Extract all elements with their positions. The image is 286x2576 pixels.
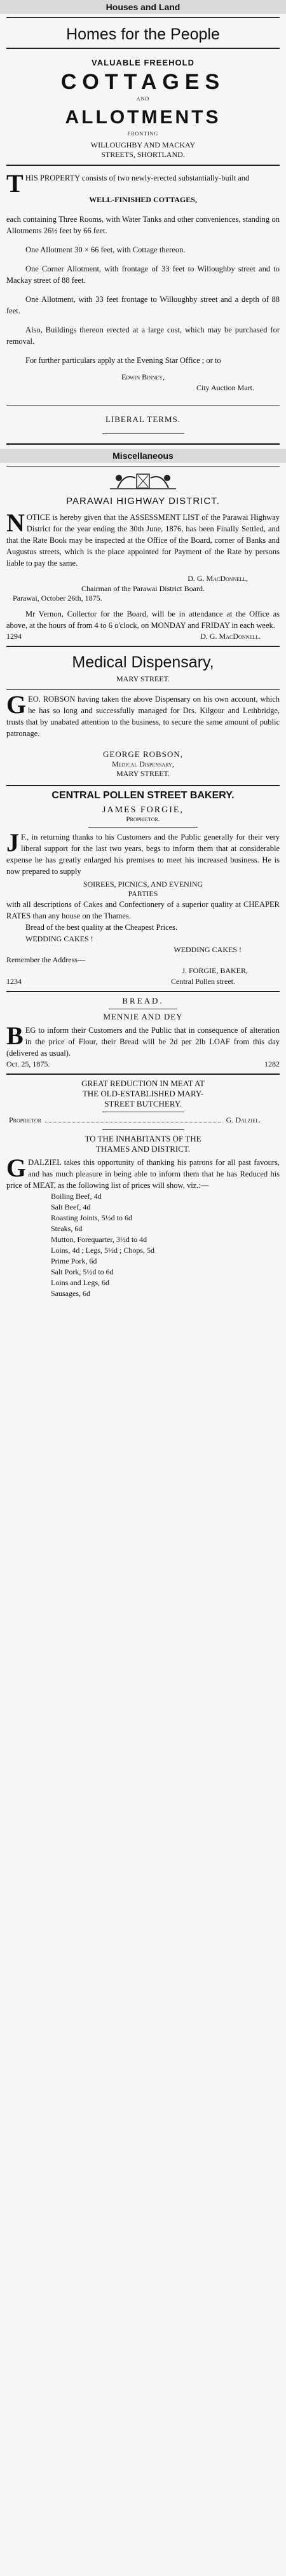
- ad-proprietor: [6, 1115, 280, 1126]
- ad-line: TO THE INHABITANTS OF THE: [85, 1134, 201, 1143]
- ad-date: Oct. 25, 1875.: [6, 1060, 50, 1068]
- ad-butchery: [6, 1079, 280, 1299]
- ad-allotments-heading: ALLOTMENTS: [65, 107, 221, 128]
- ad-and: AND: [136, 96, 150, 102]
- ad-line: Remember the Address—: [6, 955, 85, 964]
- ad-date: Parawai, October 26th, 1875.: [13, 594, 102, 603]
- ad-paragraph: N OTICE is hereby given that the ASSESSMENT LIST of the Parawai Highway District for the year ending the 30th June, 1876, has been Finally Settled, and that the Rate Book may be inspected at the Office of the Board, corner of Banks and Augustus streets, which is the place appointed for Payment of the Rate by persons liable to pay the same.: [6, 508, 280, 568]
- ad-fronting: FRONTING: [127, 131, 159, 137]
- ad-bakery: [6, 790, 280, 987]
- divider: [6, 689, 280, 690]
- divider: [6, 165, 280, 166]
- ad-title: PARAWAI HIGHWAY DISTRICT.: [66, 496, 220, 507]
- ad-streets-2: STREETS, SHORTLAND.: [101, 150, 185, 159]
- ad-title: STREET BUTCHERY.: [104, 1099, 182, 1108]
- ad-signature: D. G. MacDonnell.: [200, 632, 261, 641]
- ad-role: Proprietor.: [126, 815, 160, 823]
- divider: [6, 1073, 280, 1075]
- ad-title: THE OLD-ESTABLISHED MARY-: [82, 1089, 204, 1098]
- ad-paragraph: J F., in returning thanks to his Customers and the Public generally for their very liberal support for the last two years, begs to inform them that at considerable expense he has greatly enlarged his premises to meet his increased business. He is now prepared to supply: [6, 828, 280, 876]
- divider: [6, 466, 280, 467]
- drop-cap: G: [6, 690, 27, 719]
- section-header-misc: Miscellaneous: [0, 449, 286, 463]
- ad-agent-2: City Auction Mart.: [196, 383, 254, 392]
- ad-paragraph: B EG to inform their Customers and the Public that in consequence of alteration in the price of Flour, their Bread will be 2d per 2lb LOAF from this day (delivered as usual).: [6, 1021, 280, 1058]
- ad-streets-1: WILLOUGHBY AND MACKAY: [90, 140, 196, 149]
- ad-paragraph: For further particulars apply at the Evening Star Office ; or to: [25, 356, 221, 365]
- ad-signature: J. FORGIE, BAKER,: [182, 966, 248, 975]
- ad-paragraph: T HIS PROPERTY consists of two newly-erected substantially-built and: [6, 169, 250, 198]
- ad-terms: LIBERAL TERMS.: [105, 414, 180, 424]
- list-item: Salt Beef, 4d: [51, 1203, 91, 1211]
- ad-wellfinished: WELL-FINISHED COTTAGES,: [89, 195, 197, 204]
- ad-line: SOIREES, PICNICS, AND EVENING: [83, 880, 203, 889]
- ad-line: WEDDING CAKES !: [174, 945, 242, 954]
- ad-line: WEDDING CAKES !: [25, 934, 93, 943]
- list-item: Boiling Beef, 4d: [51, 1192, 102, 1201]
- ad-cottages-heading: COTTAGES: [60, 70, 226, 94]
- ad-paragraph: Mr Vernon, Collector for the Board, will be in attendance at the Office as above, at the hours of from 4 to 6 o'clock, on MONDAY and FRIDAY in each week.: [6, 610, 280, 630]
- ad-footer: [6, 1059, 280, 1070]
- ad-paragraph: each containing Three Rooms, with Water Tanks and other conveniences, standing on Allotments 26½ feet by 66 feet.: [6, 215, 280, 235]
- ad-paragraph: with all descriptions of Cakes and Confectionery of a superior quality at CHEAPER RATES than any house on the Thames.: [6, 900, 280, 920]
- divider: [6, 443, 280, 445]
- ad-ref: 1234: [6, 977, 22, 986]
- divider: [6, 991, 280, 992]
- list-item: Roasting Joints, 5½d to 6d: [51, 1213, 133, 1222]
- section-header-houses: Houses and Land: [0, 0, 286, 14]
- ad-medical-dispensary: [6, 653, 280, 779]
- price-list: [6, 1191, 280, 1299]
- ad-paragraph: One Corner Allotment, with frontage of 33 feet to Willoughby street and to Mackay street of 88 feet.: [6, 264, 280, 285]
- list-item: Salt Pork, 5½d to 6d: [51, 1267, 114, 1276]
- drop-cap: N: [6, 508, 25, 537]
- list-item: Sausages, 6d: [51, 1289, 90, 1298]
- ad-line: THAMES AND DISTRICT.: [95, 1144, 191, 1154]
- ad-line: MARY STREET.: [116, 769, 170, 778]
- ad-paragraph: G EO. ROBSON having taken the above Dispensary on his own account, which he has so long and successfully managed for Drs. Kilgour and Lethbridge, trusts that by unabated attention to the business, to secure the same amount of public patronage.: [6, 690, 280, 738]
- list-item: Steaks, 6d: [51, 1224, 83, 1233]
- divider: [88, 827, 198, 828]
- ad-ref: 1294: [6, 632, 22, 641]
- ad-bread: [6, 996, 280, 1070]
- ad-signature: D. G. MacDonnell,: [187, 574, 248, 583]
- crest-image: [6, 472, 280, 491]
- ad-address: Central Pollen street.: [171, 977, 235, 986]
- ad-line: PARTIES: [128, 889, 158, 898]
- drop-cap: J: [6, 828, 19, 857]
- list-item: Mutton, Forequarter, 3½d to 4d: [51, 1235, 147, 1244]
- divider: [6, 48, 280, 49]
- ad-parawai: [6, 472, 280, 642]
- divider: [102, 433, 184, 434]
- divider: [102, 1129, 184, 1130]
- divider: [6, 17, 280, 18]
- ad-footer: [6, 976, 280, 987]
- ad-homes-for-people: [6, 25, 280, 434]
- list-item: Loins, 4d ; Legs, 5½d ; Chops, 5d: [51, 1246, 155, 1255]
- list-item: Loins and Legs, 6d: [51, 1278, 109, 1287]
- ad-signature-title: Chairman of the Parawai District Board.: [81, 584, 205, 593]
- ad-paragraph: G DALZIEL takes this opportunity of thanking his patrons for all past favours, and has much pleasure in being able to inform them that he has Reduced his price of MEAT, as the following list of prices will show, viz.:—: [6, 1154, 280, 1190]
- list-item: Prime Pork, 6d: [51, 1257, 97, 1265]
- ad-firm: MENNIE AND DEY: [103, 1012, 183, 1021]
- divider: [6, 646, 280, 647]
- ad-agent: Edwin Binney,: [121, 372, 165, 381]
- ad-paragraph: One Allotment, with 33 feet frontage to Willoughby street and a depth of 88 feet.: [6, 295, 280, 315]
- drop-cap: T: [6, 169, 24, 198]
- ad-paragraph: Also, Buildings thereon erected at a large cost, which may be purchased for removal.: [6, 325, 280, 346]
- ad-prop-label: Proprietor: [9, 1115, 41, 1124]
- divider: [6, 785, 280, 786]
- ad-paragraph: One Allotment 30 × 66 feet, with Cottage thereon.: [25, 245, 186, 254]
- ad-line: Medical Dispensary,: [112, 760, 174, 768]
- drop-cap: B: [6, 1021, 24, 1050]
- ad-street: MARY STREET.: [116, 674, 170, 683]
- ad-prop-name: G. Dalziel.: [226, 1115, 261, 1124]
- ad-owner: JAMES FORGIE,: [102, 805, 184, 815]
- ad-headline: Homes for the People: [66, 25, 220, 43]
- ad-footer: [6, 631, 280, 642]
- ad-title: Medical Dispensary,: [72, 653, 214, 671]
- ad-title: CENTRAL POLLEN STREET BAKERY.: [51, 790, 235, 801]
- ad-title: BREAD.: [122, 996, 164, 1005]
- ad-ref: 1282: [264, 1060, 280, 1068]
- drop-cap: G: [6, 1154, 27, 1182]
- ad-subheading: VALUABLE FREEHOLD: [92, 58, 194, 67]
- ad-paragraph: Bread of the best quality at the Cheapest Prices.: [25, 923, 178, 932]
- ad-name: GEORGE ROBSON,: [103, 749, 183, 759]
- ad-title: GREAT REDUCTION IN MEAT AT: [81, 1079, 205, 1088]
